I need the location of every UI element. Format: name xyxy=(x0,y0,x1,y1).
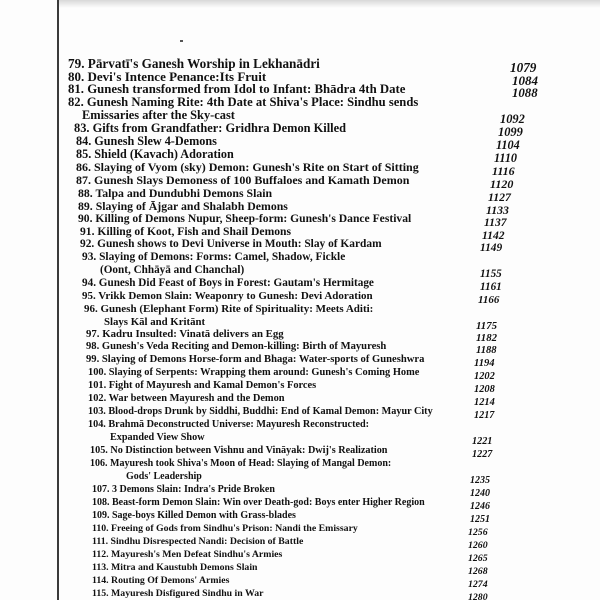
toc-page-number: 1221 xyxy=(472,436,493,447)
toc-entry: 114. Routing Of Demons' Armies xyxy=(92,575,230,586)
toc-entry: 105. No Distinction between Vishnu and Vināyak: Dwij's Realization xyxy=(90,445,388,456)
toc-page-number: 1079 xyxy=(510,60,537,75)
toc-entry: Emissaries after the Sky-cast xyxy=(82,108,235,122)
toc-entry: 99. Slaying of Demons Horse-form and Bhaga: Water-sports of Guneshwra xyxy=(86,354,425,365)
toc-entry: 108. Beast-form Demon Slain: Win over Death-god: Boys enter Higher Region xyxy=(92,497,425,508)
toc-page-number: 1265 xyxy=(468,553,488,564)
toc-entry: Slays Kāl and Kritānt xyxy=(104,316,206,328)
toc-entry: 92. Gunesh shows to Devi Universe in Mouth: Slay of Kardam xyxy=(80,238,382,250)
toc-page-number: 1240 xyxy=(470,488,490,499)
scan-shadow xyxy=(59,0,600,8)
toc-page-number: 1104 xyxy=(496,138,520,152)
toc-entry: 81. Gunesh transformed from Idol to Infant: Bhādra 4th Date xyxy=(68,82,406,96)
toc-page-number: 1133 xyxy=(486,203,509,217)
toc-entry: 82. Gunesh Naming Rite: 4th Date at Shiva's Place: Sindhu sends xyxy=(68,95,419,109)
toc-page-number: 1256 xyxy=(468,527,488,538)
toc-page-number: 1214 xyxy=(474,397,495,408)
toc-entry: 102. War between Mayuresh and the Demon xyxy=(88,393,285,404)
toc-entry: 90. Killing of Demons Nupur, Sheep-form: Gunesh's Dance Festival xyxy=(78,212,412,225)
toc-entry: 110. Freeing of Gods from Sindhu's Prison: Nandi the Emissary xyxy=(92,523,358,534)
toc-entry: 93. Slaying of Demons: Forms: Camel, Shadow, Fickle xyxy=(82,251,346,263)
toc-entry: 94. Gunesh Did Feast of Boys in Forest: Gautam's Hermitage xyxy=(82,277,374,289)
toc-page-number: 1268 xyxy=(468,566,488,577)
toc-page-number: 1161 xyxy=(480,281,502,293)
toc-entry: 104. Brahmā Deconstructed Universe: Mayuresh Reconstructed: xyxy=(88,419,370,430)
toc-page-number: 1127 xyxy=(488,190,511,204)
toc-entry: 112. Mayuresh's Men Defeat Sindhu's Armies xyxy=(92,549,283,560)
toc-entry: 107. 3 Demons Slain: Indra's Pride Broken xyxy=(92,484,275,495)
toc-entry: 106. Mayuresh took Shiva's Moon of Head: Slaying of Mangal Demon: xyxy=(90,458,392,469)
toc-entry: 97. Kadru Insulted: Vinatā delivers an Egg xyxy=(86,328,284,340)
toc-page-number: 1142 xyxy=(482,229,505,242)
toc-entry: 85. Shield (Kavach) Adoration xyxy=(76,147,234,161)
toc-page-number: 1251 xyxy=(470,514,490,525)
toc-page-number: 1280 xyxy=(468,592,488,600)
toc-page-number: 1194 xyxy=(474,358,495,369)
toc-page-number: 1166 xyxy=(478,294,500,306)
toc-entry: (Oont, Chhāyā and Chanchal) xyxy=(100,264,245,276)
toc-entry: Gods' Leadership xyxy=(126,471,202,482)
toc-page-number: 1246 xyxy=(470,501,490,512)
toc-page-number: 1155 xyxy=(480,268,502,280)
toc-entry: 79. Pārvatī's Ganesh Worship in Lekhanādri xyxy=(68,56,320,71)
toc-page-number: 1274 xyxy=(468,579,488,590)
toc-page-number: 1116 xyxy=(492,164,515,178)
toc-entry: 84. Gunesh Slew 4-Demons xyxy=(76,134,217,148)
toc-entry: 86. Slaying of Vyom (sky) Demon: Gunesh's Rite on Start of Sitting xyxy=(76,160,419,174)
toc-page-number: 1092 xyxy=(500,112,525,126)
toc-entry: 115. Mayuresh Disfigured Sindhu in War xyxy=(92,588,264,599)
toc-page-number: 1110 xyxy=(494,151,518,165)
toc-page-number: 1188 xyxy=(476,345,497,356)
toc-entry: Expanded View Show xyxy=(110,432,205,443)
toc-page-number: 1120 xyxy=(490,177,514,191)
toc-entry: 88. Talpa and Dundubhi Demons Slain xyxy=(78,186,273,200)
toc-entry: 87. Gunesh Slays Demoness of 100 Buffaloes and Kamath Demon xyxy=(76,173,410,187)
toc-page-number: 1182 xyxy=(476,332,497,344)
toc-page-number: 1149 xyxy=(480,242,503,254)
toc-page-number: 1217 xyxy=(474,410,495,421)
toc-page-number: 1084 xyxy=(512,73,538,88)
toc-page-number: 1227 xyxy=(472,449,493,460)
toc-page-number: 1208 xyxy=(474,384,495,395)
toc-entry: 91. Killing of Koot, Fish and Shail Demons xyxy=(80,225,291,238)
toc-entry: 83. Gifts from Grandfather: Gridhra Demon Killed xyxy=(74,121,346,135)
toc-entry: 100. Slaying of Serpents: Wrapping them around: Gunesh's Coming Home xyxy=(88,367,420,378)
toc-page-number: 1175 xyxy=(476,320,497,332)
toc-page-number: 1137 xyxy=(484,216,507,229)
toc-entry: 95. Vrikk Demon Slain: Weaponry to Gunesh: Devi Adoration xyxy=(82,290,373,302)
toc-page-number: 1235 xyxy=(470,475,490,486)
page-binding-edge xyxy=(57,0,59,600)
scan-speck xyxy=(180,40,183,42)
toc-entry: 96. Gunesh (Elephant Form) Rite of Spirituality: Meets Aditi: xyxy=(84,303,374,315)
toc-entry: 109. Sage-boys Killed Demon with Grass-blades xyxy=(92,510,296,521)
toc-entry: 80. Devi's Intence Penance:Its Fruit xyxy=(68,69,267,84)
toc-entry: 111. Sindhu Disrespected Nandi: Decision of Battle xyxy=(92,536,304,547)
toc-entry: 101. Fight of Mayuresh and Kamal Demon's Forces xyxy=(88,380,317,391)
toc-page-number: 1088 xyxy=(512,86,538,100)
toc-page-number: 1260 xyxy=(468,540,488,551)
toc-entry: 113. Mitra and Kaustubh Demons Slain xyxy=(92,562,258,573)
toc-page-number: 1202 xyxy=(474,371,495,382)
toc-entry: 98. Gunesh's Veda Reciting and Demon-killing: Birth of Mayuresh xyxy=(86,341,387,352)
toc-entry: 89. Slaying of Ājgar and Shalabh Demons xyxy=(78,199,288,213)
toc-page-number: 1099 xyxy=(498,125,523,139)
toc-entry: 103. Blood-drops Drunk by Siddhi, Buddhi: End of Kamal Demon: Mayur City xyxy=(88,406,433,417)
